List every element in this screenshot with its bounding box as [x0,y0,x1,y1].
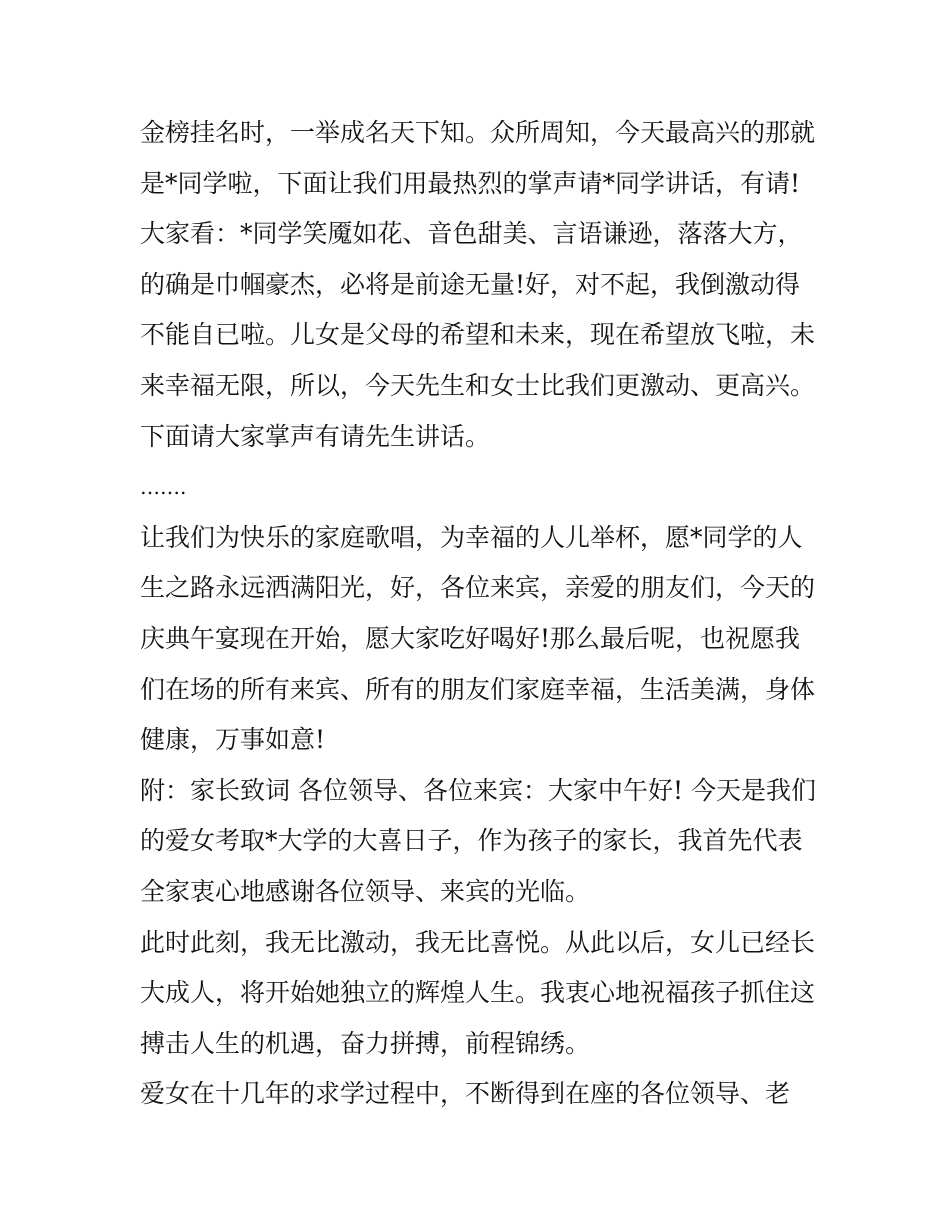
text-line: 爱女在十几年的求学过程中，不断得到在座的各位领导、老 [140,1079,791,1109]
text-line: 是*同学啦，下面让我们用最热烈的掌声请*同学讲话，有请! [140,168,801,198]
text-line: 全家衷心地感谢各位领导、来宾的光临。 [140,876,591,906]
document-body [140,108,820,1120]
text-line: 搏击人生的机遇，奋力拼搏，前程锦绣。 [140,1028,591,1058]
text-line: 不能自已啦。儿女是父母的希望和未来，现在希望放飞啦，未 [140,320,816,350]
text-line: 大成人，将开始她独立的辉煌人生。我衷心地祝福孩子抓住这 [140,978,816,1008]
text-line: 附：家长致词 各位领导、各位来宾：大家中午好! 今天是我们 [140,775,816,805]
text-line: 大家看：*同学笑魇如花、音色甜美、言语谦逊，落落大方， [140,219,803,249]
text-line: 来幸福无限，所以，今天先生和女士比我们更激动、更高兴。 [140,370,816,400]
text-line: 们在场的所有来宾、所有的朋友们家庭幸福，生活美满，身体 [140,674,816,704]
text-line: 生之路永远洒满阳光，好，各位来宾，亲爱的朋友们，今天的 [140,573,816,603]
text-line: 金榜挂名时，一举成名天下知。众所周知，今天最高兴的那就 [140,118,816,147]
text-line: 健康，万事如意! [140,725,326,755]
text-line: 的确是巾帼豪杰，必将是前途无量!好，对不起，我倒激动得 [140,269,801,299]
text-line: 此时此刻，我无比激动，我无比喜悦。从此以后，女儿已经长 [140,927,816,957]
text-line: 庆典午宴现在开始，愿大家吃好喝好!那么最后呢，也祝愿我 [140,623,801,653]
text-line: 的爱女考取*大学的大喜日子，作为孩子的家长，我首先代表 [140,826,803,856]
text-line: 下面请大家掌声有请先生讲话。 [140,421,491,451]
ellipsis-line: ……. [140,475,187,500]
text-line: 让我们为快乐的家庭歌唱，为幸福的人儿举杯，愿*同学的人 [140,522,803,552]
